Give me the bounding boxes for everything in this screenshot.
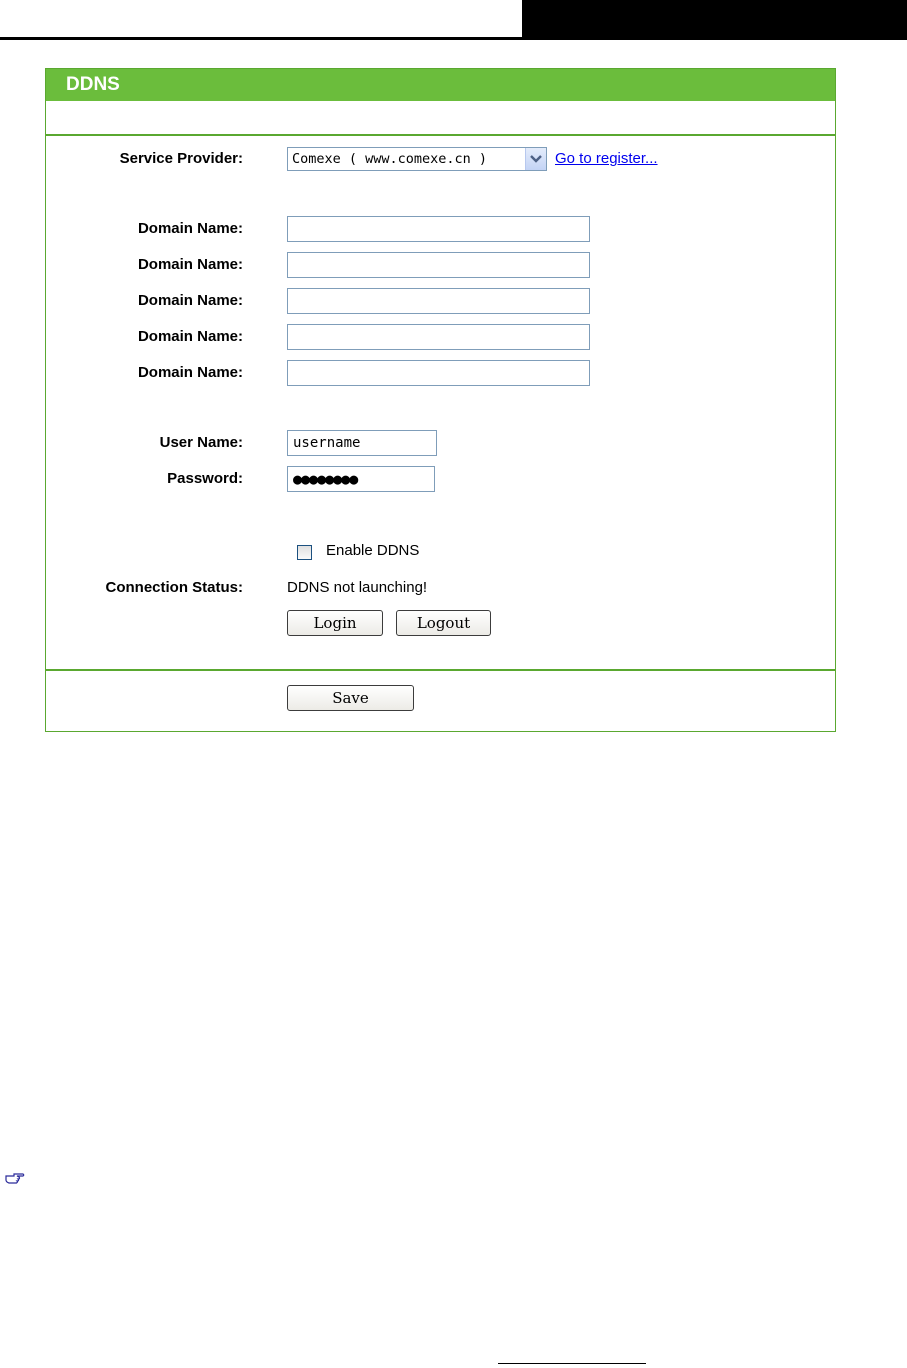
login-button[interactable]: Login: [287, 610, 383, 636]
domain-name-label-3: Domain Name:: [137, 292, 243, 309]
top-divider: [46, 134, 835, 136]
password-label: Password:: [167, 470, 243, 487]
user-name-label: User Name:: [159, 434, 243, 451]
service-provider-select[interactable]: [287, 147, 547, 171]
service-provider-label: Service Provider:: [119, 150, 243, 167]
domain-name-input-2[interactable]: [287, 252, 590, 278]
domain-name-input-3[interactable]: [287, 288, 590, 314]
ddns-panel: [45, 68, 836, 732]
enable-ddns-label: Enable DDNS: [326, 542, 420, 559]
go-to-register-link[interactable]: Go to register...: [555, 150, 658, 167]
bottom-divider: [46, 669, 835, 671]
footer-rule: [498, 1363, 646, 1364]
connection-status-label: Connection Status:: [105, 579, 243, 596]
domain-name-input-5[interactable]: [287, 360, 590, 386]
connection-status-value: DDNS not launching!: [287, 579, 428, 596]
domain-name-label-1: Domain Name:: [137, 220, 243, 237]
logout-button[interactable]: Logout: [396, 610, 491, 636]
domain-name-input-4[interactable]: [287, 324, 590, 350]
domain-name-input-1[interactable]: [287, 216, 590, 242]
enable-ddns-checkbox[interactable]: [297, 545, 312, 560]
document-header-rule: [0, 37, 907, 40]
chevron-down-icon[interactable]: [525, 148, 546, 170]
domain-name-label-4: Domain Name:: [137, 328, 243, 345]
document-header-bar: [522, 0, 907, 37]
user-name-input[interactable]: [287, 430, 437, 456]
panel-title: DDNS: [46, 69, 835, 101]
domain-name-label-2: Domain Name:: [137, 256, 243, 273]
save-button[interactable]: Save: [287, 685, 414, 711]
password-input[interactable]: ●●●●●●●●: [287, 466, 435, 492]
domain-name-label-5: Domain Name:: [137, 364, 243, 381]
pointing-hand-icon: [5, 1171, 25, 1185]
service-provider-selected: Comexe ( www.comexe.cn ): [292, 151, 488, 167]
